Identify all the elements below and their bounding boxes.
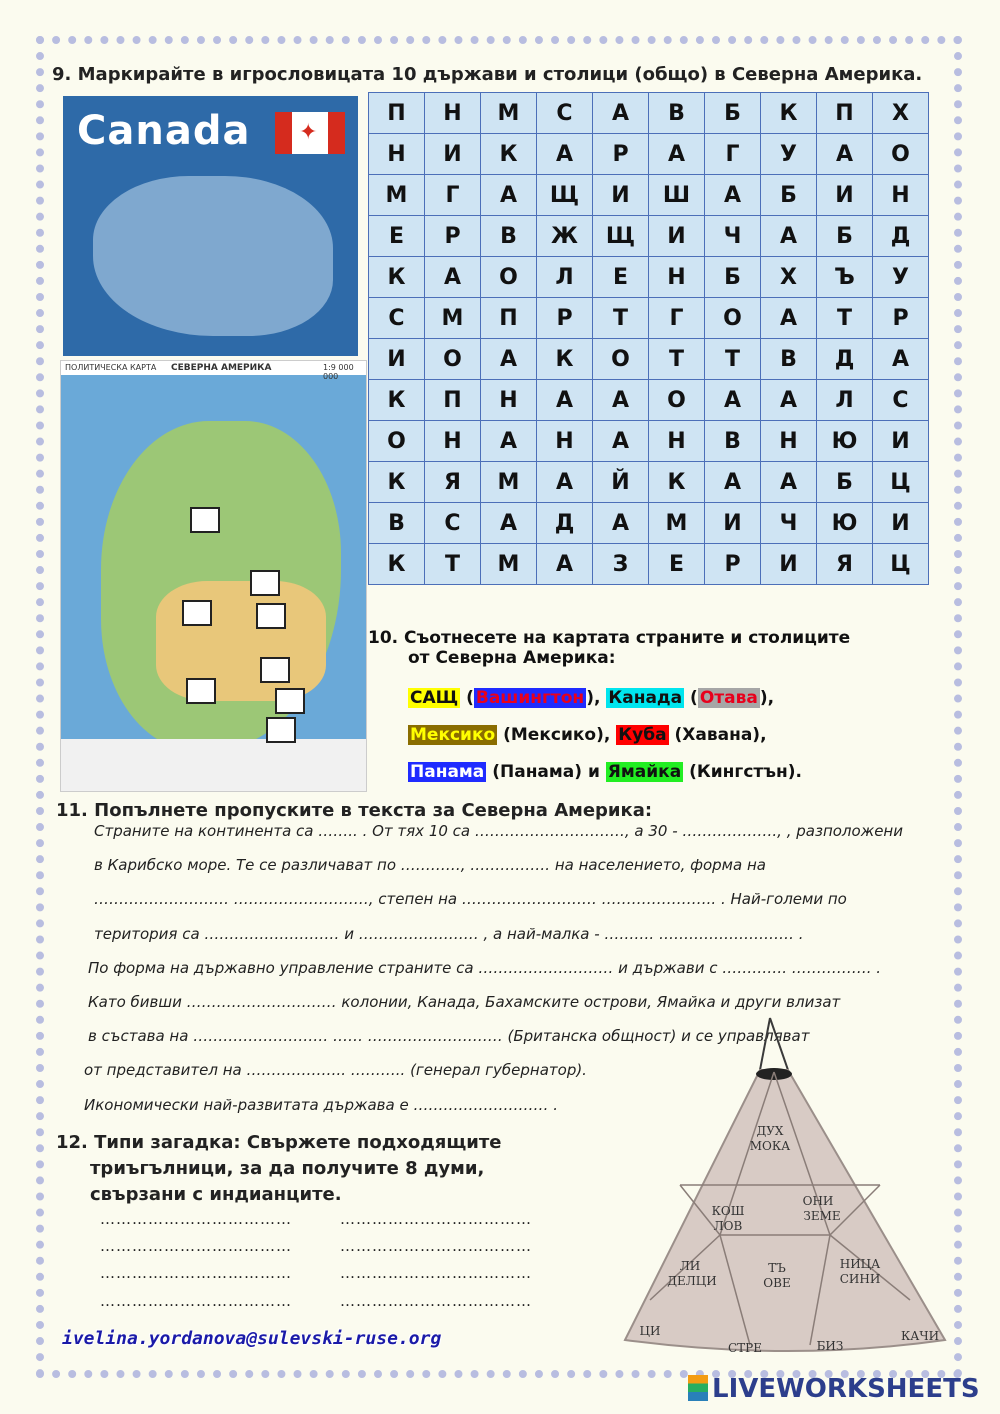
word-search-cell[interactable]: Б [817,462,873,503]
tipi-syllable[interactable]: ОНИ [802,1194,834,1208]
word-search-row [369,503,929,544]
word-search-row [369,462,929,503]
word-search-cell[interactable]: Ю [817,421,873,462]
word-search-cell[interactable]: Г [705,134,761,175]
q12-title-line1: 12. Типи загадка: Свържете подходящите [56,1132,502,1153]
word-search-cell[interactable]: А [705,462,761,503]
word-search-cell[interactable]: Г [649,298,705,339]
word-search-cell[interactable]: Т [425,544,481,585]
word-search-cell[interactable]: Ю [817,503,873,544]
map-header-scale: 1:9 000 000 [323,363,354,381]
tipi-syllable[interactable]: НИЦА [839,1257,881,1271]
word-search-cell[interactable]: В [481,216,537,257]
q11-text-line: територия са ……………………… и …………………… , а най-малка - ………. ……………………… . [94,925,804,943]
word-search-row [369,421,929,462]
tipi-syllable[interactable]: ДУХ [756,1124,784,1138]
word-search-cell[interactable]: Р [873,298,929,339]
tipi-syllable[interactable]: ЦИ [639,1324,661,1338]
word-search-cell[interactable]: Р [425,216,481,257]
word-search-cell[interactable]: Б [705,93,761,134]
q11-text-line: По форма на държавно управление страните са ……………………… и държави с …………. ……………. . [88,959,882,977]
word-search-cell[interactable]: О [873,134,929,175]
tipi-syllable[interactable]: ЗЕМЕ [803,1209,841,1223]
word-search-cell[interactable]: В [705,421,761,462]
answer-blank[interactable]: ……………………………… [100,1292,292,1310]
q11-text-line: Страните на континента са …….. . От тях 10 са …………………………, а 30 - ………………., , разположени [94,822,903,840]
word-search-cell[interactable]: Д [817,339,873,380]
word-search-cell[interactable]: Ч [705,216,761,257]
word-search-cell[interactable]: О [369,421,425,462]
capital-panama-city: (Панама) и [492,762,600,782]
capital-mexico-city: (Мексико), [503,725,611,745]
word-search-cell[interactable]: Р [593,134,649,175]
q10-title-line2: от Северна Америка: [408,648,616,668]
word-search-cell[interactable]: А [761,216,817,257]
word-search-cell[interactable]: Н [649,421,705,462]
word-search-cell[interactable]: К [761,93,817,134]
word-search-cell[interactable]: Т [593,298,649,339]
tipi-puzzle [620,1010,950,1360]
map-drop-box[interactable] [256,603,286,629]
word-search-row [369,298,929,339]
word-search-cell[interactable]: А [761,380,817,421]
word-search-cell[interactable]: Ж [537,216,593,257]
q10-pair-row-3 [408,762,802,782]
q12-title-line3: свързани с индианците. [90,1184,342,1205]
country-cuba[interactable]: Куба [618,725,667,745]
word-search-row [369,93,929,134]
tipi-syllable[interactable]: СИНИ [839,1272,881,1286]
word-search-cell[interactable]: И [817,175,873,216]
word-search-cell[interactable]: Н [649,257,705,298]
tipi-syllable[interactable]: ЛИ [679,1259,701,1273]
word-search-cell[interactable]: Р [705,544,761,585]
word-search-cell[interactable]: А [705,175,761,216]
word-search-cell[interactable]: А [817,134,873,175]
tipi-syllable[interactable]: БИЗ [816,1339,844,1353]
word-search-cell[interactable]: О [649,380,705,421]
word-search-cell[interactable]: О [705,298,761,339]
map-header-title: СЕВЕРНА АМЕРИКА [171,363,272,373]
word-search-cell[interactable]: Я [425,462,481,503]
map-usa-region [156,581,326,701]
canada-poster [63,96,358,356]
word-search-cell[interactable]: А [481,421,537,462]
author-email: ivelina.yordanova@sulevski-ruse.org [62,1328,442,1349]
country-canada[interactable]: Канада [608,688,683,708]
liveworksheets-logo [688,1374,980,1404]
word-search-cell[interactable]: А [761,298,817,339]
word-search-cell[interactable]: Т [817,298,873,339]
q12-title-line2: триъгълници, за да получите 8 думи, [90,1158,485,1179]
word-search-cell[interactable]: Р [537,298,593,339]
map-drop-box[interactable] [260,657,290,683]
country-mexico[interactable]: Мексико [410,725,496,745]
word-search-cell[interactable]: А [593,503,649,544]
map-drop-box[interactable] [182,600,212,626]
map-drop-box[interactable] [275,688,305,714]
q10-title [368,628,850,668]
word-search-cell[interactable]: Я [817,544,873,585]
q11-title: 11. Попълнете пропуските в текста за Северна Америка: [56,800,653,821]
word-search-cell[interactable]: И [761,544,817,585]
map-drop-box[interactable] [186,678,216,704]
word-search-cell[interactable]: З [593,544,649,585]
q11-text-line: ……………………… ………………………, степен на ……………………… ………………….. . Най-големи по [94,890,847,908]
word-search-cell[interactable]: П [425,380,481,421]
tipi-syllable[interactable]: ДЕЛЦИ [667,1274,717,1288]
word-search-cell[interactable]: Т [705,339,761,380]
word-search-cell[interactable]: К [369,257,425,298]
map-header [61,361,366,381]
word-search-cell[interactable]: Г [425,175,481,216]
word-search-cell[interactable]: Н [873,175,929,216]
word-search-cell[interactable]: С [369,298,425,339]
capital-ottawa[interactable]: Отава [699,688,758,708]
word-search-cell[interactable]: М [481,544,537,585]
tipi-syllable[interactable]: КАЧИ [900,1329,940,1343]
answer-blank[interactable]: ……………………………… [340,1210,532,1228]
word-search-cell[interactable]: Щ [593,216,649,257]
word-search-cell[interactable]: Б [817,216,873,257]
word-search-cell[interactable]: К [481,134,537,175]
q11-text-line: Икономически най-развитата държава е ……………………… . [84,1096,559,1114]
answer-blank[interactable]: ……………………………… [340,1237,532,1255]
word-search-cell[interactable]: С [873,380,929,421]
word-search-cell[interactable]: М [481,462,537,503]
word-search-cell[interactable]: М [425,298,481,339]
word-search-cell[interactable]: К [537,339,593,380]
map-drop-box[interactable] [266,717,296,743]
word-search-cell[interactable]: Ц [873,544,929,585]
word-search-cell[interactable]: О [481,257,537,298]
q11-text-line: Като бивши ………………………… колонии, Канада, Бахамските острови, Ямайка и други влизат [88,993,841,1011]
word-search-cell[interactable]: К [369,380,425,421]
q10-pair-row-2 [408,725,767,745]
word-search-cell[interactable]: Б [705,257,761,298]
word-search-cell[interactable]: А [593,380,649,421]
word-search-cell[interactable]: П [817,93,873,134]
word-search-cell[interactable]: М [481,93,537,134]
tipi-syllable[interactable]: СТРЕ [727,1341,763,1355]
word-search-cell[interactable]: Ч [761,503,817,544]
word-search-cell[interactable]: О [425,339,481,380]
canada-poster-title: Canada [77,108,251,154]
word-search-cell[interactable]: Е [649,544,705,585]
liveworksheets-brand: LIVEWORKSHEETS [712,1374,980,1404]
word-search-cell[interactable]: М [369,175,425,216]
q11-text-line: от представител на ……………….. ……….. (генерал губернатор). [84,1061,587,1079]
word-search-row [369,544,929,585]
word-search-cell[interactable]: Х [761,257,817,298]
word-search-cell[interactable]: Е [369,216,425,257]
word-search-cell[interactable]: В [369,503,425,544]
word-search-cell[interactable]: П [369,93,425,134]
canada-map-illustration [93,176,333,336]
word-search-cell[interactable]: Д [873,216,929,257]
word-search-cell[interactable]: Н [369,134,425,175]
map-legend [61,739,366,791]
word-search-cell[interactable]: А [537,380,593,421]
word-search-cell[interactable]: А [649,134,705,175]
word-search-cell[interactable]: Б [761,175,817,216]
word-search-cell[interactable]: Н [481,380,537,421]
word-search-cell[interactable]: Ш [649,175,705,216]
country-panama[interactable]: Панама [410,762,485,782]
word-search-cell[interactable]: К [369,544,425,585]
capital-havana: (Хавана), [674,725,767,745]
word-search-cell[interactable]: Ц [873,462,929,503]
word-search-cell[interactable]: А [761,462,817,503]
capital-washington[interactable]: Вашингтон [475,688,585,708]
word-search-row [369,134,929,175]
q10-pair-row-1: САЩ ( Вашингтон ), Канада ( Отава ), [410,688,775,708]
word-search-cell[interactable]: А [425,257,481,298]
country-jamaica[interactable]: Ямайка [607,762,682,782]
word-search-cell[interactable]: И [425,134,481,175]
word-search-cell[interactable]: Щ [537,175,593,216]
word-search-cell[interactable]: А [481,339,537,380]
answer-blank[interactable]: ……………………………… [100,1237,292,1255]
tipi-syllable[interactable]: ЛОВ [713,1219,743,1233]
word-search-cell[interactable]: А [537,134,593,175]
word-search-cell[interactable]: А [705,380,761,421]
north-america-map [60,360,367,792]
answer-blank[interactable]: ……………………………… [340,1292,532,1310]
word-search-cell[interactable]: Н [537,421,593,462]
word-search-cell[interactable]: С [425,503,481,544]
liveworksheets-icon [688,1375,708,1401]
q11-text-line: в състава на ……………………… …… ……………………… (Британска общност) и се управляват [88,1027,810,1045]
map-header-label: ПОЛИТИЧЕСКА КАРТА [65,363,157,372]
word-search-cell[interactable]: И [705,503,761,544]
word-search-cell[interactable]: И [873,421,929,462]
tipi-syllable[interactable]: МОКА [749,1139,791,1153]
word-search-cell[interactable]: Е [593,257,649,298]
word-search-cell[interactable]: А [537,462,593,503]
word-search-cell[interactable]: А [593,93,649,134]
q10-title-line1: 10. Съотнесете на картата страните и столиците [368,628,851,648]
word-search-cell[interactable]: Х [873,93,929,134]
answer-blank[interactable]: ……………………………… [100,1264,292,1282]
q11-text-line: в Карибско море. Те се различават по …………, ……………. на населението, форма на [94,856,766,874]
word-search-cell[interactable]: А [481,503,537,544]
answer-blank[interactable]: ……………………………… [340,1264,532,1282]
word-search-cell[interactable]: И [369,339,425,380]
word-search-cell[interactable]: У [761,134,817,175]
word-search-row [369,339,929,380]
country-usa[interactable]: САЩ [410,688,459,708]
word-search-cell[interactable]: А [873,339,929,380]
word-search-cell[interactable]: И [873,503,929,544]
map-drop-box[interactable] [250,570,280,596]
word-search-cell[interactable]: Н [425,421,481,462]
word-search-cell[interactable]: А [537,544,593,585]
word-search-row [369,175,929,216]
q12-title [56,1130,501,1208]
answer-blank[interactable]: ……………………………… [100,1210,292,1228]
word-search-cell[interactable]: Л [537,257,593,298]
word-search-cell[interactable]: А [481,175,537,216]
tipi-syllable[interactable]: КОШ [711,1204,745,1218]
capital-kingston: (Кингстън). [689,762,802,782]
word-search-cell[interactable]: Ъ [817,257,873,298]
word-search-cell[interactable]: Д [537,503,593,544]
word-search-row [369,257,929,298]
word-search-cell[interactable]: С [537,93,593,134]
word-search-cell[interactable]: И [649,216,705,257]
word-search-cell[interactable]: М [649,503,705,544]
word-search-grid [368,92,929,585]
word-search-cell[interactable]: Т [649,339,705,380]
word-search-cell[interactable]: К [369,462,425,503]
word-search-cell[interactable]: К [649,462,705,503]
word-search-cell[interactable]: П [481,298,537,339]
map-drop-box[interactable] [190,507,220,533]
word-search-cell[interactable]: Й [593,462,649,503]
tipi-syllable[interactable]: ОВЕ [763,1276,791,1290]
word-search-cell[interactable]: У [873,257,929,298]
word-search-cell[interactable]: А [593,421,649,462]
tipi-syllable[interactable]: ТЪ [768,1261,786,1275]
word-search-cell[interactable]: О [593,339,649,380]
word-search-row [369,216,929,257]
word-search-cell[interactable]: В [761,339,817,380]
word-search-cell[interactable]: Н [425,93,481,134]
word-search-cell[interactable]: Л [817,380,873,421]
word-search-row [369,380,929,421]
word-search-cell[interactable]: И [593,175,649,216]
word-search-cell[interactable]: В [649,93,705,134]
word-search-cell[interactable]: Н [761,421,817,462]
q9-title: 9. Маркирайте в игрословицата 10 държави и столици (общо) в Северна Америка. [52,64,923,85]
